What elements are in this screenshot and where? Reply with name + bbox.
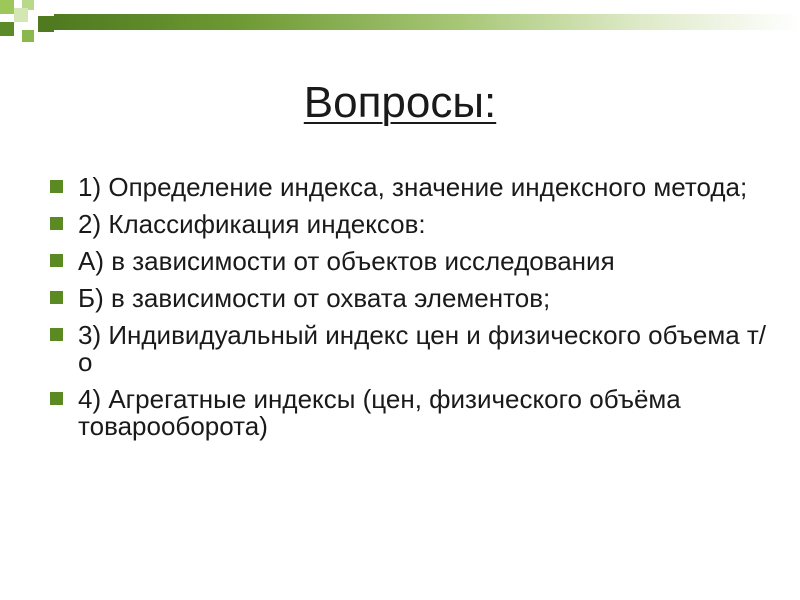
bullet-text: Б) в зависимости от охвата элементов; [78, 283, 551, 313]
bullet-item [50, 248, 770, 275]
bullet-text: А) в зависимости от объектов исследования [78, 246, 615, 276]
slide-title-text: Вопросы: [303, 78, 497, 127]
top-decor-bar [54, 14, 800, 30]
square-bullet-icon [50, 180, 63, 193]
bullet-list [50, 174, 770, 450]
slide-title [0, 76, 800, 130]
corner-decor-square [38, 16, 54, 32]
bullet-text: 4) Агрегатные индексы (цен, физического объёма товарооборота) [78, 384, 681, 441]
bullet-item [50, 211, 770, 238]
bullet-item [50, 322, 770, 376]
bullet-item [50, 386, 770, 440]
square-bullet-icon [50, 217, 63, 230]
bullet-item [50, 285, 770, 312]
bullet-text: 2) Классификация индексов: [78, 209, 426, 239]
square-bullet-icon [50, 328, 63, 341]
corner-decor-square [22, 30, 34, 42]
square-bullet-icon [50, 254, 63, 267]
corner-decor-square [0, 0, 14, 14]
square-bullet-icon [50, 392, 63, 405]
bullet-text: 1) Определение индекса, значение индексного метода; [78, 172, 748, 202]
square-bullet-icon [50, 291, 63, 304]
corner-decor-square [0, 22, 14, 36]
bullet-item [50, 174, 770, 201]
corner-decor-square [14, 8, 28, 22]
bullet-text: 3) Индивидуальный индекс цен и физического объема т/о [78, 320, 767, 377]
